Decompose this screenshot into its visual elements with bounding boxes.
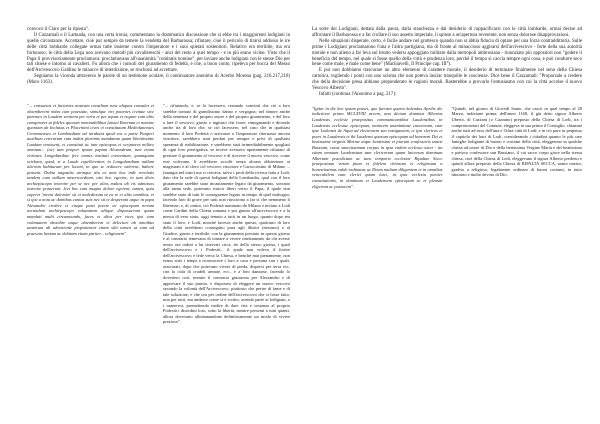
right-paragraph-4: Infatti (continua l'Anonimo a pag. 217): <box>319 91 397 97</box>
left-paragraph-3: Seguiamo la vicenda attraverso le parole di un testimone oculare, il continuatore anonimo di Acerbo Morena (pag. 216,217,218) (Muro 1163). <box>27 74 290 86</box>
latin-quote-right: "Igitur in die hoc ipsum posset, quo fuerant quarto kalendas Aprilis die indictione prima MCLXVIII arcem, una dictum dominus Albertus Laudensis ecclesie praepositus communicantibus Laudensibus in Laudensis ecclesiae episcopum, maiorem unanimitate cunctorum, cum ipse Lodensis de Aqua ad electionem suo instigantem, et ipsi clericos et pueri in Laudensis et ibi Laudensi quarum episcopum ad honorem Dei et beatissime virginis Mariae atque beatissimi et piorum confessoris sancti Bassiani, cuius sanctissimum corpus in ipsa eadem ecclesia iacet - ita etiam omnium Laudensium tam clericorum quam laicorum dominum Albertum praedictum ac tunc temporis ecclesiae Ripaltae Sicce praepositum virum pium et fidelem christum et religiosum a honestissimus valde ordinatus ac Deum multum diligentem et in omnibus venerabilem eam clerici quam laici, in ipsa ecclesia pariter constitutionis, in dominum et Laudensem episcopum se et plenum eligerunt ac pastorem". <box>312 105 443 189</box>
right-paragraph-1: La sorte dei Lodigiani, dettata dalla paura, dalla stanchezza e dal desiderio di rappacificarsi con le città lombarde, ormai decise ad affrontare il Barbarossa e a far crollare il suo assetto imperiale, li spinse a un'apertura reverente, non senza dolorose disapprovazioni. <box>312 27 582 38</box>
left-translation-column <box>163 103 290 325</box>
right-page <box>300 0 600 424</box>
left-paragraph-2: Il Cazzamali e il Lattuada, con una certa ironia, commentano la drammatica discussione che si ebbe tra i maggiorenti lodigiani in quelle circostanze. Accettare, cioè pur sempre da temere la vendetta del Barbarossa; rifiutare, cioè il pericolo di tirarsi addosso le ire delle città lombarde collegate ormai tutte insieme contro l'imperatore e i suoi spietati sostenitori. Relativo era terribile, ma era fortunoso; le città della Lega non avevano metodi più cavallereschi - anzi del resto a quei tempo - e in più erano vicine. Visto che il Papa li provvisoriamente proclamava: proclamavano all'unanimità "comitatis nomine", per inviare anche lodigiani con le stesse Dio per tali chiese e intorno ai cavalieri. Fu allora che i consoli del giuramento di fedeltà, e che, a buon conto, ripeteva per bocca del Messo dell'Arcivescovo Galdino le minacce di interdizione, se rinchiusi ad accettare. <box>27 32 290 74</box>
left-two-column-block <box>27 103 290 325</box>
right-translation-column <box>452 106 583 189</box>
right-paragraph-3: E poi non dobbiamo trascurare un altro elemento di carattere morale, il desiderio di terminare finalmente nel seno della Chiesa cattolica, togliendo i ponti con uno scisma che non poteva lasciar tranquille le coscienze. Dice bene il Cazzamali: "Proporzale a credere che della decisione presa abbiano preponderato le ragioni morali. Basterebbe a provarlo l'entusiasmo con cui la città accolse il nuovo Vescovo Alberto". <box>312 68 582 92</box>
left-latin-column <box>27 103 154 325</box>
italian-translation-right: "Quindi, nel giorno di Giovedì Santo, che cascò in quel tempo al 28 Marzo, indizione prima, dell'anno 1168, il già detto signor Alberto Uberto, di Cazzani (o Cazzano) preposto della Chiesa di Lodi, tra i comprotonotari del Comune, eleggeva in sua prima il Consiglio, chiamati anche tutti ad esso dell'una e l'altra città di Lodi; e in ciò pure in perpetuo il capitolo dei laici di Lodi, considerando i cittadini quanto le più care famiglie lodigiane di buono e costumi della città, eleggerono in qualche chiesa ad onore di Dio e della beatissima Vergine Maria e del beatissimo e pietoso confessore san Bassiano, il cui sacro corpo giace nella stessa chiesa, cioè della Chiesa di Lodi, eleggevano il signor Alberto predetto e quindi allora preposto della Chiesa di RIPALTA SECCA, uomo onesto, gradito a religioso, legalmente ordinato di buoni costumi, in tutto timorato e molto devoto di Dio. <box>451 105 583 178</box>
right-latin-column <box>312 106 443 189</box>
latin-quote: "... consuetos et facientes nostram consilium tunc aliquas consules et obtemberent nobis cum potestate, simulque viri potentes civitate sive parentes in Laudem venirent per terra et per aquas et negare cum aliis conspiraret ut fideles quorum nominabilibus fuisset Ravenna et nomine quoniam ab Inclusus et Placentini cives et constitutum Mediolanenses Cremonenses et Lombardiam ad iurabant quod eos a parte Pauperi auxilium ceterarum cum multis plurimis mandatum quam libentissime Laudam venissent, et constituit ac iam episcopus et scriptores milites omnium... (ac) tam propter ipsum papam Alexandrum, tum etiam civitates Longobardiae fere omnes instituti conventum, quamquam sciebant, quod, si a Laude expellerentur, in Longobardiam nullam alteram habituram per locum, in quo se reducere valerent, habere possent. Dubia angustiis utrinque diu ex ante hoc inde revolutis tandem cum nullam misericordiam, nisi hoc egerint, in tam dicto archiepiscopo invenire per se nec per alios multos ab eis admissos invenire potuerunt. Icet hoc cum magno dolore egerent, tamen, quia cuperet 'inveni dolorum' sit et maledictum ut ea re et aliis omnibus, et si ipsi a notu ac domibus cuntas suis nec sit et desperant atque in papa Alexandro credere et eisque parti favere ac episcopum novum avrandum archiepiscopo voluntatem aliique disposuerunt quam mandati multi circumeundo, faces et alios per vices ipsi eam voluntatem oboedire atque obtemberent et delecturi ab omnibus tantorum ab adveniente proponentes etiam sibi tamen ut eam ad praesens bonam ac debitam etiam pariter... religionem". <box>27 103 154 236</box>
right-paragraph-2: Nelle situazioni disperate, certo, è facile andare nel grottesco quando non si abbia fiducia di optare per una forza contraddittoria. Sulle prime i Lodigiani proclamarono l'una e l'altra partigiana, ma di fronte al minaccioso aggirarsi dell'arcivescovo - forte della sua autorità morale e non alieno a far leva sul brutto vedersi appoggiato militare dalla metropoli ambrosiana - rinunziato più oppositori non "godere il beneficio del tempo, nel quale si fosse quello della virtù e prudenza loro, perché il tempo si caccia tempre ogni cosa, e può condurre seco bene come male, e male come bene" (Machiavelli, Il Principe cap. III°). <box>312 38 582 68</box>
left-paragraph-1: convoco il Claro per la riposta". <box>27 27 89 32</box>
italian-translation: "... rifiutando, e, se lo facessero, restando convinti che ciò a loro sarebbe tornato di grandissimo danno e vergogna; nel timore anche della sentenza e del proprio onore e del proprio giuramento, e del loro a fare il vescovo, giusto e ingiusto che fosse; rimuginando e dicendo anche tra di loro che, se ciò facessero, nel caso che in qualsiasi momento il loro Podestà o arrivasse o l'imperatore ritornasse ancora vincitore, sarebbero stati perduti per sempre e privi di qualsiasi speranza di riabilitazione, e sarebbero stati irrimediabilmente spogliati di ogni loro prerogativa, se invece avessero apertamente rifiutato di prestare il giuramento al vescovo e di ricevere il nuovo vescovo, come essi volevano, li avrebbero accolti senza alcuna obbiezione ai magistrati e al clero col vescovo vincitore e Caracciosino di Milano ... (mangia nel tutto) ma si cercava, salvo i proti della ricerca fatta a Lodi, dato che la sede di questi lodigiani della Lombardia, qual con il loro giuramento sarebbe stato incautamente legato da giuramento, sovrano alla santa sede, potevano riuscir liberi verso il Papa, il quale non sarebbe stato di tutti le conseguenze legato in tempo di quel malvagio, facendo loro di grave per tutti non riuscirono a far sì che nemmeno li liberasse; e, di contro, ciò Podestà nominato da Milano e inviato a Lodi come Cardini della Chiesa romana e poi giunto all'arcivescovo e a la messa di vero stato, oggi temuto a tutti in un luogo, quanto dopo era stato il loro, e Lodi, nonché facesse anche questo, qualcuno di loro della città avrebbero conseguito pura agli illustri (nessuno) e al Giudice, giusto e terribile, con la giuramento prestato in questo giorno e al contrario temevano di tornare a vivere onestamente da chi avesse avuto ora ordini a lui riservati circa, tre dello stesso giorno, i quali dell'arcivescovo e i Podestà... il quale non voleva il fiorire dell'arcivescovo e fede verso la Chiesa, e benché mai pienamente, non erano stati i tempi a riconoscere i loro a casa e persona con i quali, assicurati, dopo che potevano vivere di preda, dispersi per terra ecc. con la città di crudeli armate, ecc., e a loro dannose, facendo lo dovettero così, mentre il contrario giurarono per Alessandro e di approvare il suo partito, e disposero di eleggere un nuovo vescovo secondo la volontà dell'Arcivescovo, piuttosto che perire di fame e di tale soluzione, e che ora per ordine dell'arcivescovo che si fosse fatto, non per tutti, ma andasse come si è scritto, avendo parte ai lodigiani, e i numerosi, promettendo inoltre di dare vita e sostanza al proprio Podestà i disordini loro, sotto la libertà, mentre presenti a tutti quanti, allora dovevano allontanandone definitivamente un modo di vivere prezioso". <box>163 103 290 325</box>
right-two-column-block <box>312 106 582 189</box>
